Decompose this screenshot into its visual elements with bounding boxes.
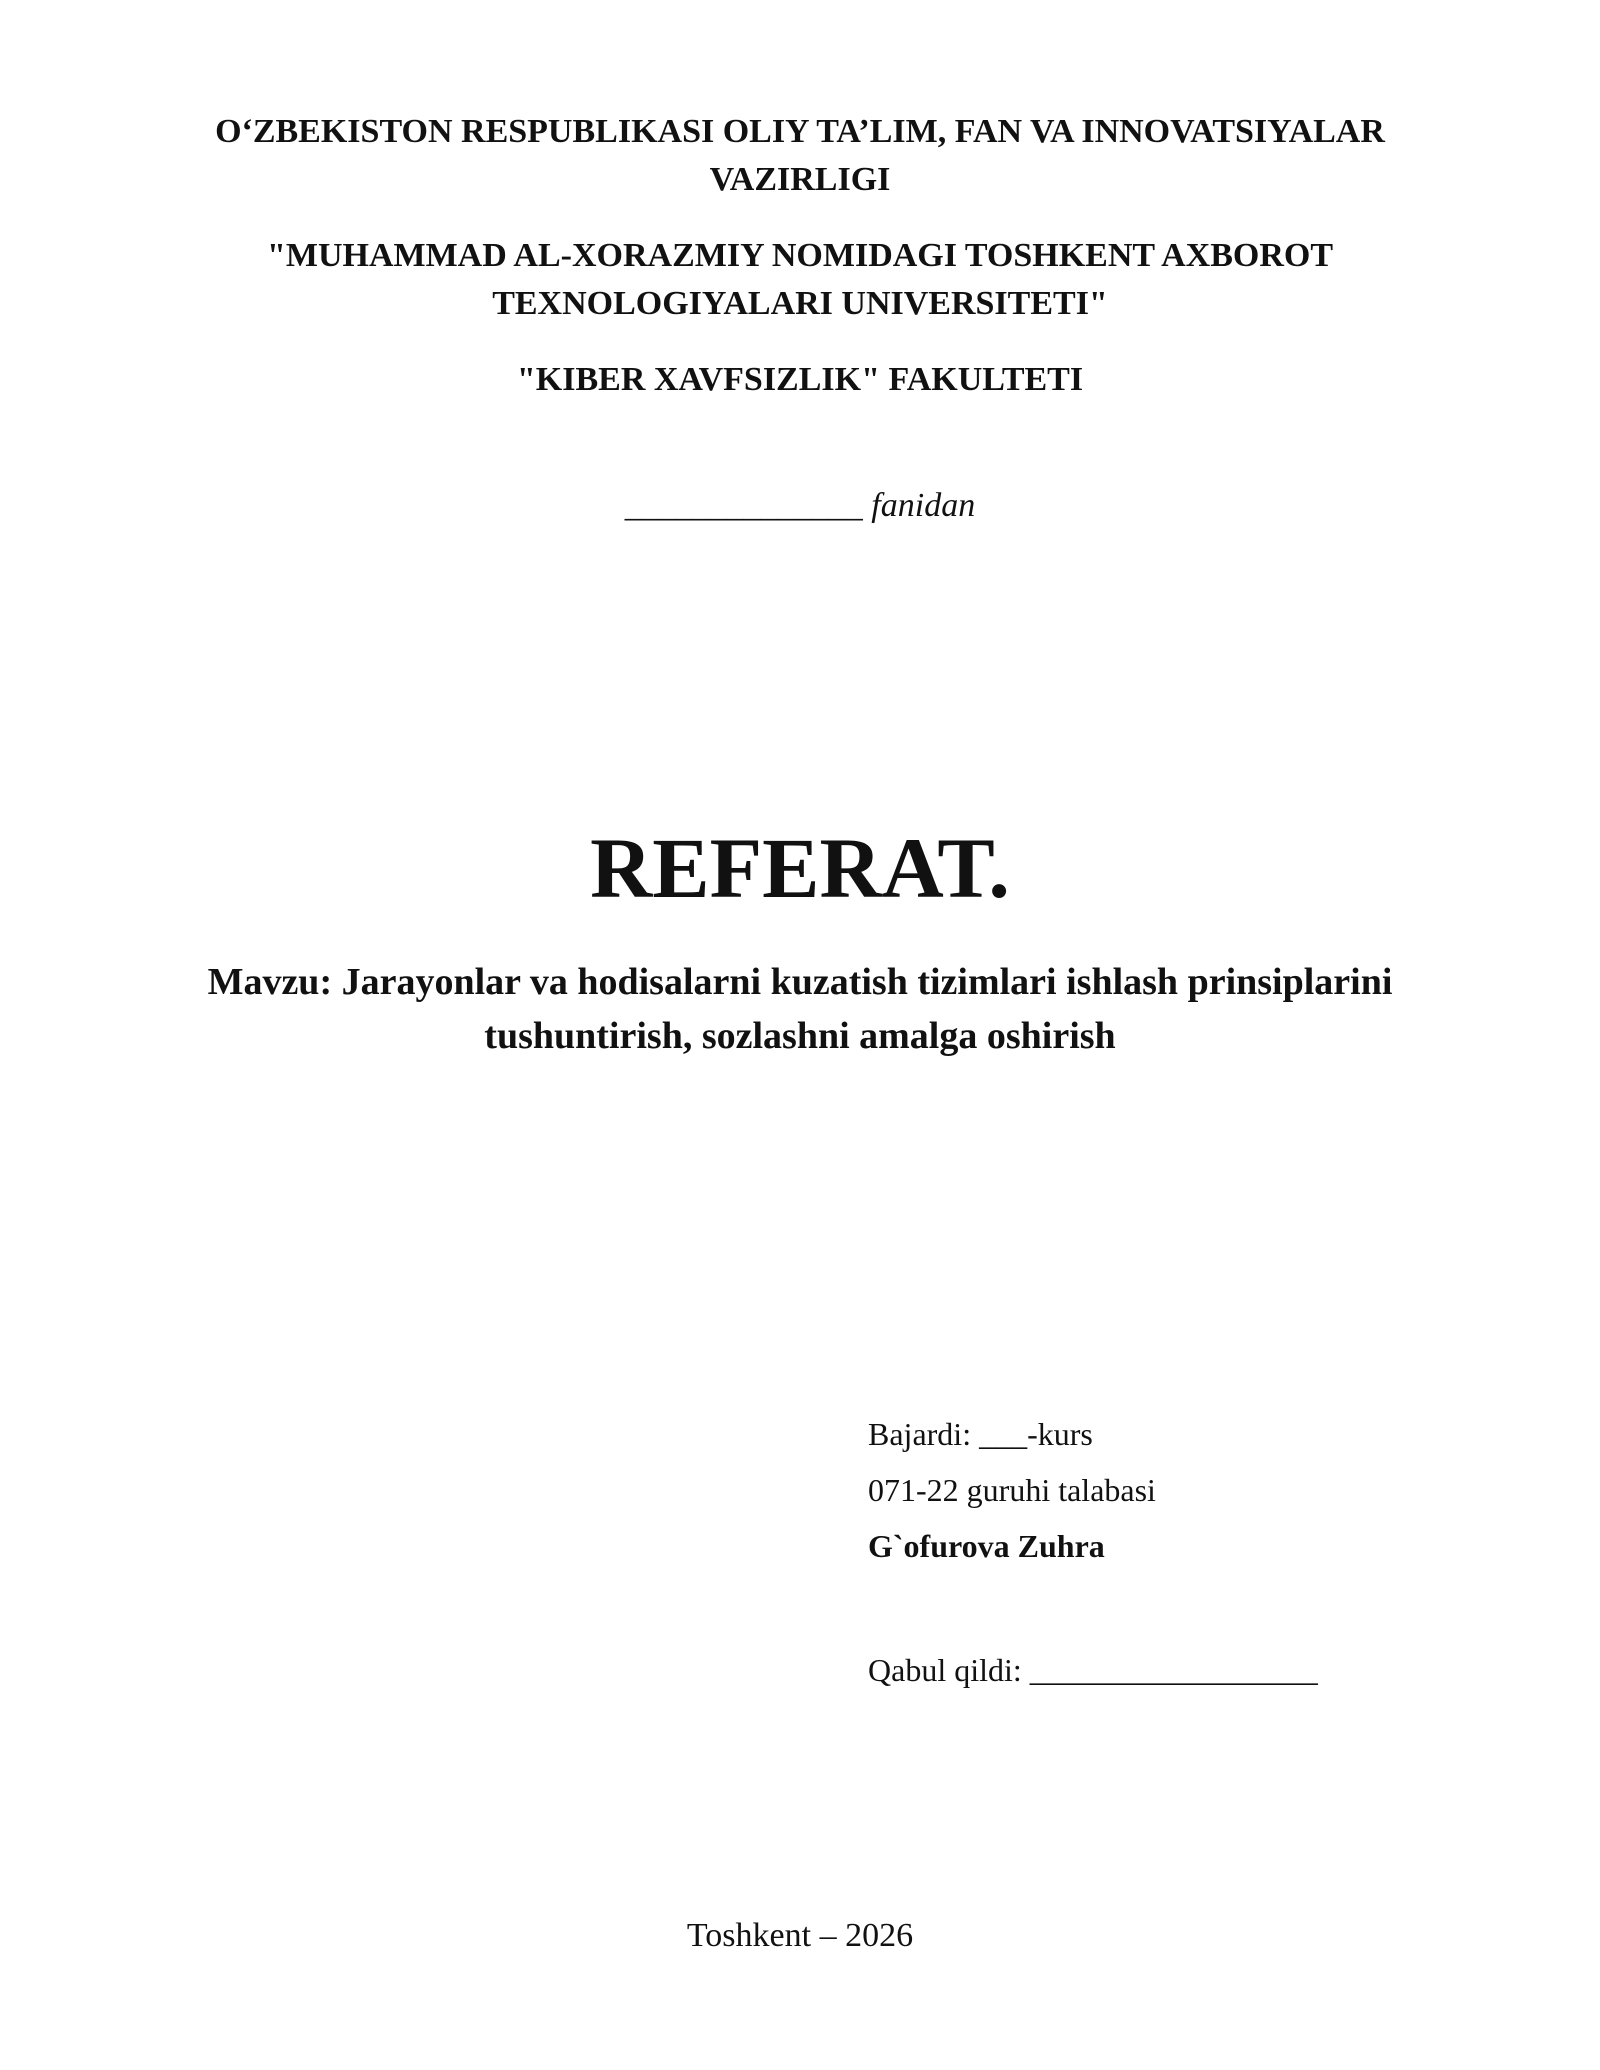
university-line-1: "MUHAMMAD AL-XORAZMIY NOMIDAGI TOSHKENT AXBOROT bbox=[266, 237, 1334, 274]
topic-line-2: tushuntirish, sozlashni amalga oshirish bbox=[484, 1015, 1116, 1057]
faculty-heading: "KIBER XAVFSIZLIK" FAKULTETI bbox=[516, 361, 1084, 398]
city-year: Toshkent – 2026 bbox=[686, 1917, 914, 1954]
topic-line-1: Mavzu: Jarayonlar va hodisalarni kuzatish tizimlari ishlash prinsiplarini bbox=[207, 961, 1393, 1003]
topic-heading bbox=[0, 955, 1600, 1063]
ministry-heading bbox=[0, 108, 1600, 204]
student-name: G`ofurova Zuhra bbox=[868, 1528, 1105, 1564]
done-by-line: Bajardi: ___-kurs bbox=[868, 1416, 1093, 1452]
ministry-line-1: O‘ZBEKISTON RESPUBLIKASI OLIY TA’LIM, FAN VA INNOVATSIYALAR bbox=[215, 113, 1385, 150]
accepted-by-line: Qabul qildi: __________________ bbox=[868, 1652, 1318, 1688]
group-line: 071-22 guruhi talabasi bbox=[868, 1472, 1156, 1508]
subject-label: fanidan bbox=[871, 487, 976, 524]
university-line-2: TEXNOLOGIYALARI UNIVERSITETI" bbox=[492, 285, 1108, 322]
subject-line bbox=[0, 482, 1600, 530]
university-heading bbox=[0, 232, 1600, 328]
document-title: REFERAT. bbox=[590, 820, 1010, 916]
subject-blank: ______________ bbox=[624, 487, 863, 524]
ministry-line-2: VAZIRLIGI bbox=[709, 161, 891, 198]
